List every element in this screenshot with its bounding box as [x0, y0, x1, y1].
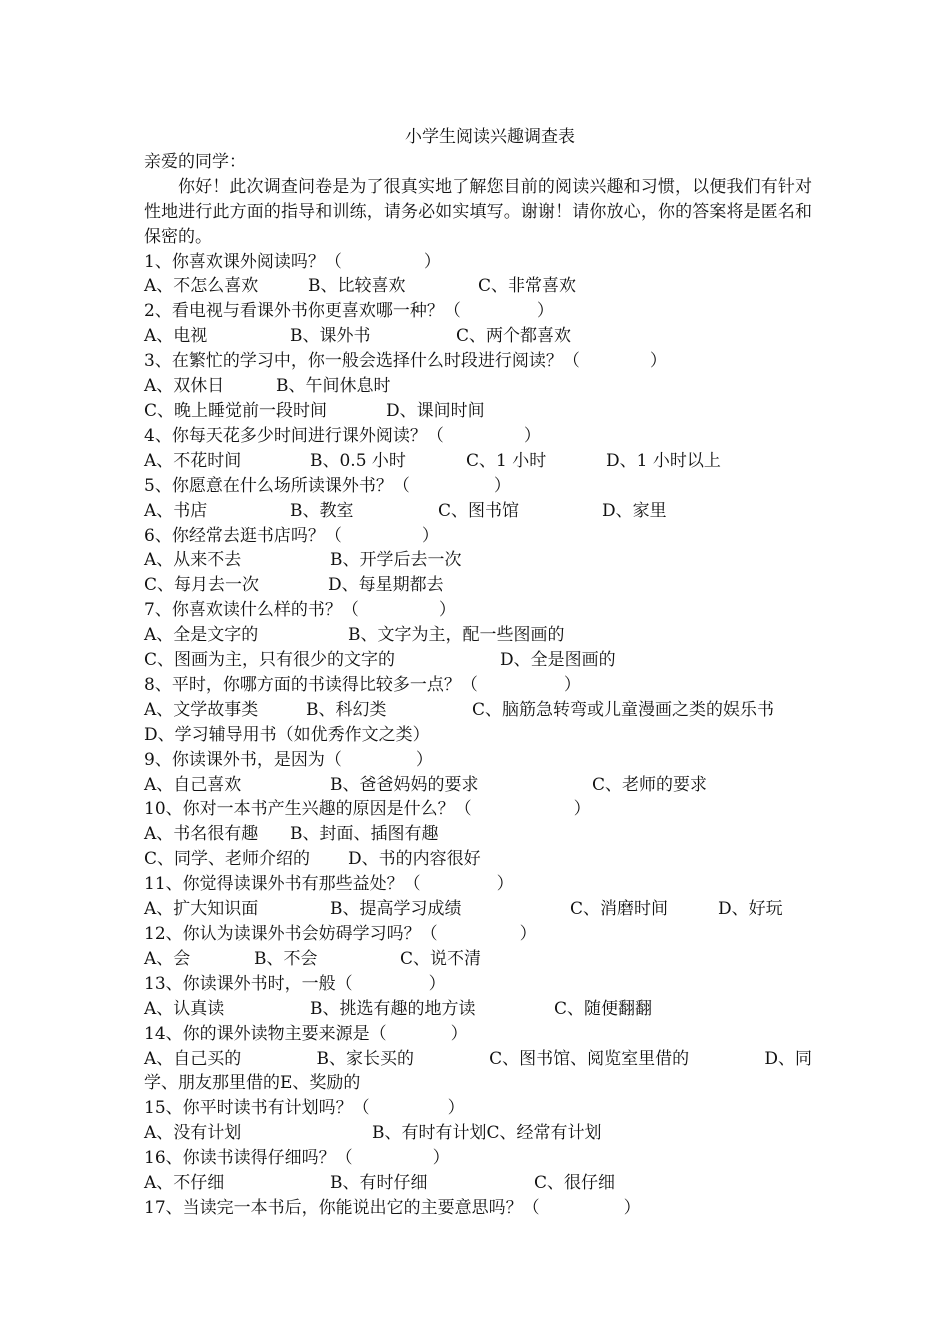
option-a[interactable]: C、同学、老师介绍的 — [144, 849, 311, 870]
option-row — [144, 1071, 812, 1096]
question-text: 14、你的课外读物主要来源是（ — [144, 1023, 387, 1044]
option-row — [144, 997, 812, 1022]
option-a[interactable]: A、文学故事类 — [144, 699, 259, 720]
option-a[interactable]: A、从来不去 — [144, 550, 242, 571]
closing-paren: ） — [432, 1148, 450, 1169]
question-text: 15、你平时读书有计划吗？（ — [144, 1098, 370, 1119]
option-a[interactable]: A、不花时间 — [144, 450, 242, 471]
option-a[interactable]: A、不仔细 — [144, 1173, 225, 1194]
option-row — [144, 723, 812, 748]
option-c[interactable]: C、老师的要求 — [592, 774, 708, 795]
option-b[interactable]: B、课外书 — [290, 326, 371, 347]
option-row — [144, 822, 812, 847]
option-a[interactable]: A、书店 — [144, 500, 208, 521]
option-d[interactable]: D、1 小时以上 — [606, 450, 721, 471]
question-text: 3、在繁忙的学习中，你一般会选择什么时段进行阅读？（ — [144, 351, 580, 372]
option-d[interactable]: D、家里 — [602, 500, 667, 521]
greeting: 亲爱的同学： — [144, 151, 246, 172]
option-c[interactable]: C、脑筋急转弯或儿童漫画之类的娱乐书 — [472, 699, 775, 720]
option-row — [144, 847, 812, 872]
closing-paren: ） — [519, 924, 537, 944]
option-b[interactable]: B、家长买的 — [316, 1048, 414, 1069]
option-a[interactable]: A、会 — [144, 948, 191, 969]
option-b[interactable]: B、开学后去一次 — [330, 550, 462, 571]
option-b[interactable]: B、封面、插图有趣 — [290, 824, 439, 845]
intro-paragraph: 你好！此次调查问卷是为了很真实地了解您目前的阅读兴趣和习惯，以便我们有针对性地进行此方面的指导和训练，请务必如实填写。谢谢！请你放心，你的答案将是匿名和保密的。 — [144, 176, 812, 247]
option-row — [144, 648, 812, 673]
closing-paren: ） — [493, 475, 511, 496]
option-row — [144, 324, 812, 349]
option-row — [144, 374, 812, 399]
question-1 — [144, 250, 812, 275]
option-c[interactable]: C、非常喜欢 — [478, 276, 577, 297]
question-text: 1、你喜欢课外阅读吗？（ — [144, 251, 342, 272]
option-a[interactable]: D、学习辅导用书（如优秀作文之类） — [144, 724, 430, 745]
closing-paren: ） — [450, 1023, 468, 1044]
option-b[interactable]: B、不会 — [254, 948, 318, 969]
option-row — [144, 1047, 812, 1072]
option-b[interactable]: B、0.5 小时 — [310, 450, 406, 471]
option-b[interactable]: B、比较喜欢 — [308, 276, 406, 297]
option-a[interactable]: C、图画为主，只有很少的文字的 — [144, 650, 396, 671]
option-b[interactable]: B、文字为主，配一些图画的 — [348, 625, 565, 646]
option-a[interactable]: A、扩大知识面 — [144, 899, 259, 920]
survey-document — [144, 125, 812, 1221]
closing-paren: ） — [423, 251, 441, 272]
question-text: 13、你读课外书时，一般（ — [144, 973, 353, 994]
option-b[interactable]: B、有时仔细 — [330, 1173, 428, 1194]
option-b[interactable]: B、爸爸妈妈的要求 — [330, 774, 479, 795]
option-a[interactable]: A、双休日 — [144, 376, 225, 397]
option-b[interactable]: B、挑选有趣的地方读 — [310, 998, 476, 1019]
question-text: 5、你愿意在什么场所读课外书？（ — [144, 475, 410, 496]
option-b[interactable]: B、科幻类 — [306, 699, 387, 720]
option-c[interactable]: C、图书馆、阅览室里借的 — [489, 1048, 690, 1069]
question-4 — [144, 424, 812, 449]
option-a[interactable]: A、全是文字的 — [144, 625, 259, 646]
question-16 — [144, 1146, 812, 1171]
question-text: 6、你经常去逛书店吗？（ — [144, 525, 342, 546]
option-b[interactable]: B、午间休息时 — [276, 376, 391, 397]
page-title: 小学生阅读兴趣调查表 — [405, 127, 575, 147]
question-17 — [144, 1196, 812, 1221]
option-row — [144, 399, 812, 424]
question-text: 4、你每天花多少时间进行课外阅读？（ — [144, 425, 444, 446]
option-b[interactable]: B、有时有计划 — [372, 1123, 487, 1144]
closing-paren: ） — [523, 425, 541, 446]
option-b[interactable]: B、提高学习成绩 — [330, 899, 462, 920]
question-12 — [144, 922, 812, 947]
closing-paren: ） — [573, 799, 591, 820]
option-row — [144, 548, 812, 573]
closing-paren: ） — [428, 973, 446, 994]
question-9 — [144, 748, 812, 773]
option-b[interactable]: D、书的内容很好 — [348, 849, 481, 870]
question-10 — [144, 797, 812, 822]
question-text: 17、当读完一本书后，你能说出它的主要意思吗？（ — [144, 1197, 540, 1218]
question-text: 2、看电视与看课外书你更喜欢哪一种？（ — [144, 301, 461, 322]
option-row — [144, 947, 812, 972]
question-11 — [144, 872, 812, 897]
question-text: 11、你觉得读课外书有那些益处？（ — [144, 874, 421, 895]
question-2 — [144, 299, 812, 324]
question-text: 9、你读课外书，是因为（ — [144, 749, 342, 770]
option-a[interactable]: C、每月去一次 — [144, 575, 260, 596]
option-a[interactable]: A、自己买的 — [144, 1048, 242, 1069]
option-a[interactable]: A、书名很有趣 — [144, 824, 259, 845]
question-text: 12、你认为读课外书会妨碍学习吗？（ — [144, 924, 438, 944]
option-b[interactable]: B、教室 — [290, 500, 354, 521]
option-row — [144, 449, 812, 474]
question-text: 10、你对一本书产生兴趣的原因是什么？（ — [144, 799, 472, 820]
option-c[interactable]: C、两个都喜欢 — [456, 326, 572, 347]
option-row — [144, 1171, 812, 1196]
question-text: 8、平时，你哪方面的书读得比较多一点？（ — [144, 674, 478, 695]
option-row — [144, 623, 812, 648]
closing-paren: ） — [563, 674, 581, 695]
option-a[interactable]: A、不怎么喜欢 — [144, 276, 259, 297]
option-c[interactable]: C、经常有计划 — [486, 1123, 602, 1144]
option-a[interactable]: A、电视 — [144, 326, 208, 347]
closing-paren: ） — [415, 749, 433, 770]
closing-paren: ） — [496, 874, 514, 895]
option-b[interactable]: D、课间时间 — [386, 400, 485, 421]
option-b[interactable]: E、奖励的 — [280, 1073, 361, 1094]
option-a[interactable]: A、自己喜欢 — [144, 774, 242, 795]
option-row — [144, 897, 812, 922]
closing-paren: ） — [649, 351, 667, 372]
closing-paren: ） — [536, 301, 554, 322]
option-c[interactable]: C、很仔细 — [534, 1173, 616, 1194]
option-row — [144, 1121, 812, 1146]
option-row — [144, 499, 812, 524]
option-c[interactable]: C、1 小时 — [466, 450, 547, 471]
option-row — [144, 698, 812, 723]
option-a[interactable]: A、认真读 — [144, 998, 225, 1019]
option-a[interactable]: C、晚上睡觉前一段时间 — [144, 400, 328, 421]
closing-paren: ） — [438, 600, 456, 621]
option-a[interactable]: 学、朋友那里借的 — [144, 1073, 280, 1094]
question-15 — [144, 1096, 812, 1121]
question-text: 7、你喜欢读什么样的书？（ — [144, 600, 359, 621]
question-text: 16、你读书读得仔细吗？（ — [144, 1148, 353, 1169]
option-b[interactable]: D、每星期都去 — [328, 575, 444, 596]
question-3 — [144, 349, 812, 374]
option-d[interactable]: D、好玩 — [718, 899, 783, 920]
option-a[interactable]: A、没有计划 — [144, 1123, 242, 1144]
option-b[interactable]: D、全是图画的 — [500, 650, 616, 671]
option-c[interactable]: C、图书馆 — [438, 500, 520, 521]
option-row — [144, 573, 812, 598]
closing-paren: ） — [421, 525, 439, 546]
question-6 — [144, 524, 812, 549]
option-c[interactable]: C、随便翻翻 — [554, 998, 653, 1019]
closing-paren: ） — [447, 1098, 465, 1119]
question-13 — [144, 972, 812, 997]
option-d[interactable]: D、同 — [764, 1048, 812, 1069]
closing-paren: ） — [623, 1197, 641, 1218]
option-c[interactable]: C、消磨时间 — [570, 899, 669, 920]
option-row — [144, 274, 812, 299]
question-14 — [144, 1022, 812, 1047]
question-list — [144, 250, 812, 1221]
question-8 — [144, 673, 812, 698]
question-7 — [144, 598, 812, 623]
question-5 — [144, 474, 812, 499]
option-c[interactable]: C、说不清 — [400, 948, 482, 969]
option-row — [144, 773, 812, 798]
